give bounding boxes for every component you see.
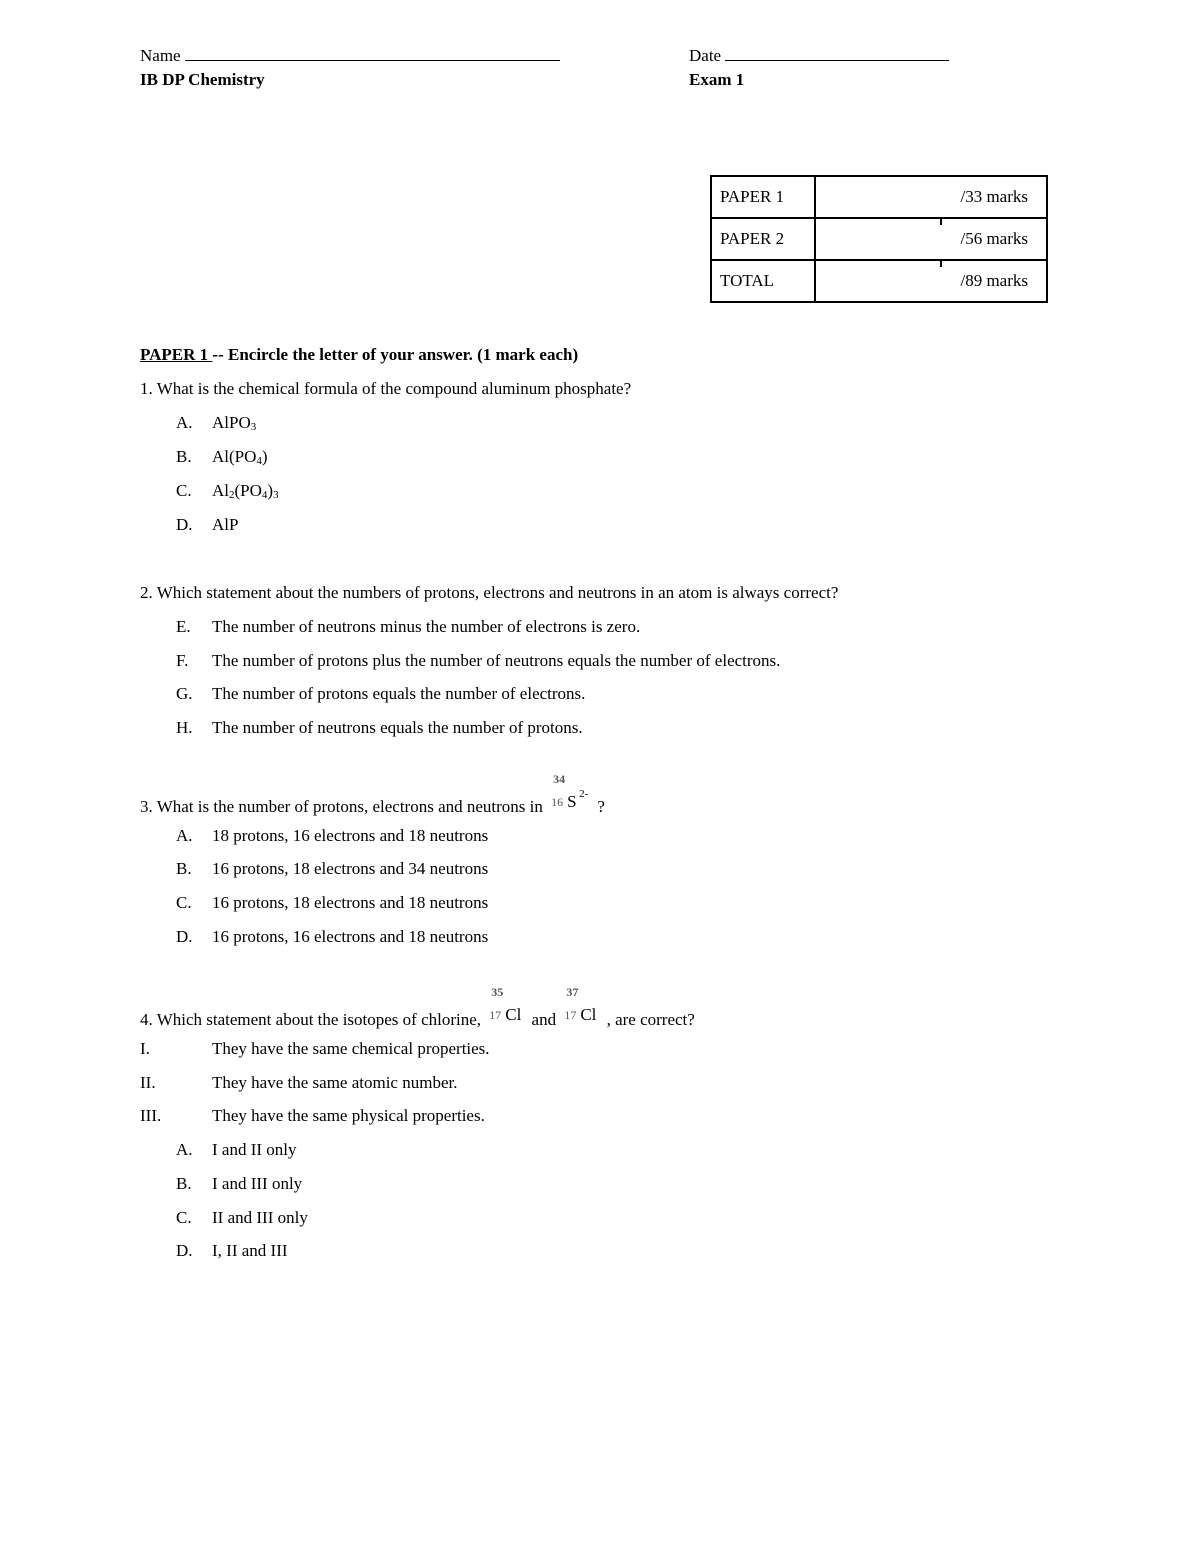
option-4c[interactable]: C. II and III only [176, 1208, 308, 1227]
name-blank[interactable] [185, 46, 560, 61]
date-line[interactable] [689, 46, 949, 66]
marks-value: /33 marks [815, 176, 1047, 218]
option-2f[interactable]: F. The number of protons plus the number of neutrons equals the number of electrons. [176, 651, 781, 670]
option-2g[interactable]: G. The number of protons equals the number of electrons. [176, 684, 586, 703]
statement-numeral: II. [140, 1073, 156, 1092]
exam-title: Exam 1 [689, 70, 745, 89]
option-4b[interactable]: B. I and III only [176, 1174, 303, 1193]
course-title: IB DP Chemistry [140, 70, 265, 89]
option-3c[interactable]: C. 16 protons, 18 electrons and 18 neutrons [176, 893, 489, 912]
option-1a[interactable]: A. AlPO$_3$ [176, 413, 257, 433]
marks-label: TOTAL [711, 260, 815, 302]
marks-label: PAPER 1 [711, 176, 815, 218]
option-3a[interactable]: A. 18 protons, 16 electrons and 18 neutrons [176, 826, 489, 845]
marks-value: /56 marks [815, 218, 1047, 260]
statement-text: They have the same physical properties. [212, 1106, 485, 1125]
section-title: PAPER 1 [140, 345, 213, 364]
date-blank[interactable] [725, 46, 949, 61]
marks-label: PAPER 2 [711, 218, 815, 260]
option-4d[interactable]: D. I, II and III [176, 1241, 288, 1260]
name-label: Name [140, 46, 181, 65]
option-text: AlPO$_3$ [212, 413, 257, 433]
marks-row-paper1 [711, 176, 1047, 218]
option-text: $Al(PO_4)$ [212, 447, 268, 467]
option-4a[interactable]: A. I and II only [176, 1140, 297, 1159]
isotope-cl35: 35 17 Cl [489, 985, 522, 1024]
option-1b[interactable]: B. $Al(PO_4)$ [176, 447, 268, 467]
marks-row-total [711, 260, 1047, 302]
statement-text: They have the same atomic number. [212, 1073, 458, 1092]
option-2h[interactable]: H. The number of neutrons equals the number of protons. [176, 718, 583, 737]
section-instruction: -- Encircle the letter of your answer. (1 mark each) [212, 345, 579, 364]
option-1d[interactable]: D. AlP [176, 515, 239, 534]
question-3-stem: 3. What is the number of protons, electrons and neutrons in 34 16 S 2- ? [140, 772, 605, 816]
question-1-stem: 1. What is the chemical formula of the compound aluminum phosphate? [140, 379, 632, 398]
option-text: $Al_2(PO_4)_3$ [212, 481, 279, 501]
statement-numeral: III. [140, 1106, 162, 1125]
marks-row-paper2 [711, 218, 1047, 260]
question-4-stem: 4. Which statement about the isotopes of chlorine, 35 17 Cl and 37 17 Cl , are correct? [140, 985, 695, 1029]
option-1c[interactable]: C. $Al_2(PO_4)_3$ [176, 481, 279, 501]
marks-value: /89 marks [815, 260, 1047, 302]
option-3d[interactable]: D. 16 protons, 16 electrons and 18 neutrons [176, 927, 489, 946]
question-2-stem: 2. Which statement about the numbers of protons, electrons and neutrons in an atom is always correct? [140, 583, 839, 602]
option-2e[interactable]: E. The number of neutrons minus the number of electrons is zero. [176, 617, 641, 636]
statement-text: They have the same chemical properties. [212, 1039, 490, 1058]
nuclide-s34: 34 16 S 2- [551, 772, 589, 811]
date-label: Date [689, 46, 722, 65]
section-heading [140, 345, 578, 365]
statement-numeral: I. [140, 1039, 150, 1058]
isotope-cl37: 37 17 Cl [564, 985, 597, 1024]
marks-table [710, 175, 1048, 303]
name-line[interactable] [140, 46, 560, 66]
option-3b[interactable]: B. 16 protons, 18 electrons and 34 neutrons [176, 859, 489, 878]
